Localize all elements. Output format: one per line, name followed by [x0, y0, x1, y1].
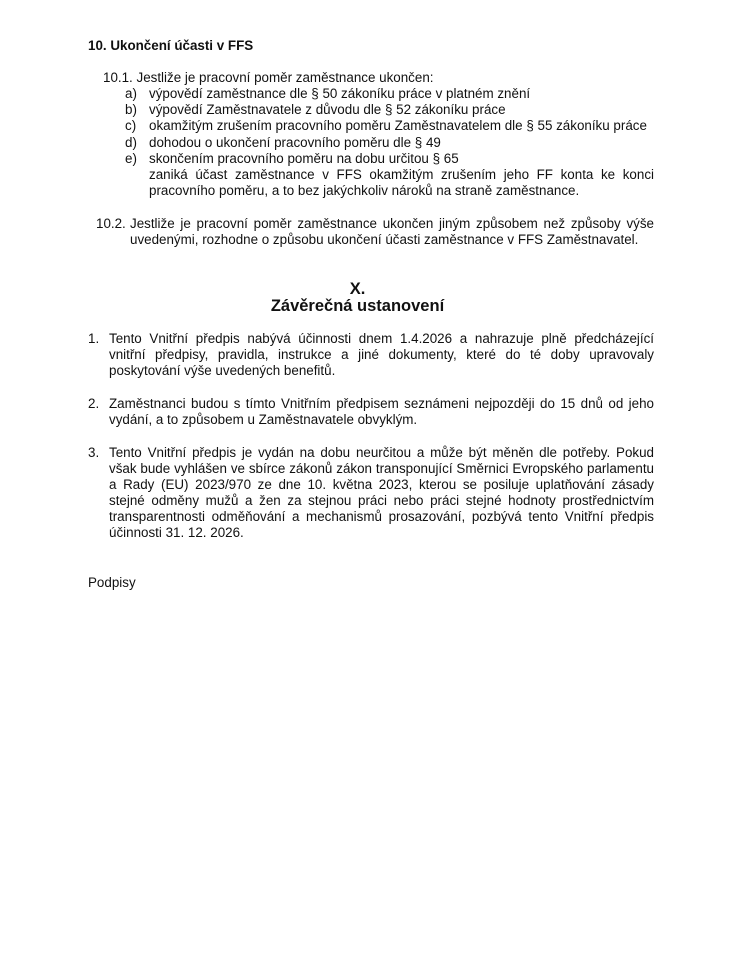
final-provision-item	[88, 331, 654, 379]
list-marker: e)	[125, 150, 137, 166]
termination-reasons-list	[122, 86, 647, 167]
list-item	[122, 102, 647, 118]
list-item-text: okamžitým zrušením pracovního poměru Zaměstnavatelem dle § 55 zákoníku práce	[149, 118, 647, 134]
list-item	[122, 151, 647, 167]
final-provision-item	[88, 396, 654, 428]
provision-number: 1.	[88, 331, 100, 346]
chapter-number: X.	[349, 280, 366, 298]
list-item	[122, 86, 647, 102]
list-item-text: výpovědí Zaměstnavatele z důvodu dle § 52 zákoníku práce	[149, 102, 506, 118]
list-item-text: dohodou o ukončení pracovního poměru dle § 49	[149, 134, 441, 150]
provision-text: Tento Vnitřní předpis je vydán na dobu neurčitou a může být měněn dle potřeby. Pokud však bude vyhlášen ve sbírce zákonů zákon transponující Směrnici Evropského parlamentu a Rady (EU) 2023/970 ze dne 10. května 2023, kterou se posiluje uplatňování zásady stejné odměny mužů a žen za stejnou práci nebo práci stejné hodnoty prostřednictvím transparentnosti odměňování a mechanismů prosazování, pozbývá tento Vnitřní předpis účinnosti 31. 12. 2026.	[109, 445, 654, 540]
list-marker: c)	[125, 118, 137, 134]
subsection-number: 10.2.	[96, 216, 126, 231]
subsection-10-1-intro: 10.1. Jestliže je pracovní poměr zaměstnance ukončen:	[103, 70, 434, 85]
list-item-text: výpovědí zaměstnance dle § 50 zákoníku práce v platném znění	[149, 86, 531, 101]
provision-number: 3.	[88, 445, 100, 460]
subsection-10-2	[96, 216, 654, 248]
provision-number: 2.	[88, 396, 100, 411]
signatures-label: Podpisy	[88, 575, 136, 590]
provision-text: Zaměstnanci budou s tímto Vnitřním předpisem seznámeni nejpozději do 15 dnů od jeho vydání, a to způsobem u Zaměstnavatele obvyklým.	[109, 396, 654, 427]
list-marker: a)	[125, 86, 137, 101]
list-item	[122, 135, 647, 151]
list-marker: b)	[125, 102, 137, 118]
subsection-10-1-consequence: zaniká účast zaměstnance v FFS okamžitým zrušením jeho FF konta ke konci pracovního poměru, a to bez jakýchkoliv nároků na straně zaměstnance.	[149, 167, 654, 198]
chapter-title: Závěrečná ustanovení	[270, 297, 445, 315]
provision-text: Tento Vnitřní předpis nabývá účinnosti dnem 1.4.2026 a nahrazuje plně předcházející vnitřní předpisy, pravidla, instrukce a jiné dokumenty, které do té doby upravovaly poskytování výše uvedených benefitů.	[109, 331, 654, 378]
subsection-10-2-text: Jestliže je pracovní poměr zaměstnance ukončen jiným způsobem než způsoby výše uvedenými, rozhodne o způsobu ukončení účasti zaměstnance v FFS Zaměstnavatel.	[130, 216, 654, 247]
list-marker: d)	[125, 134, 137, 150]
list-item-text: skončením pracovního poměru na dobu určitou § 65	[149, 150, 459, 166]
list-item	[122, 118, 647, 134]
final-provision-item	[88, 445, 654, 541]
section-heading: 10. Ukončení účasti v FFS	[88, 38, 254, 53]
